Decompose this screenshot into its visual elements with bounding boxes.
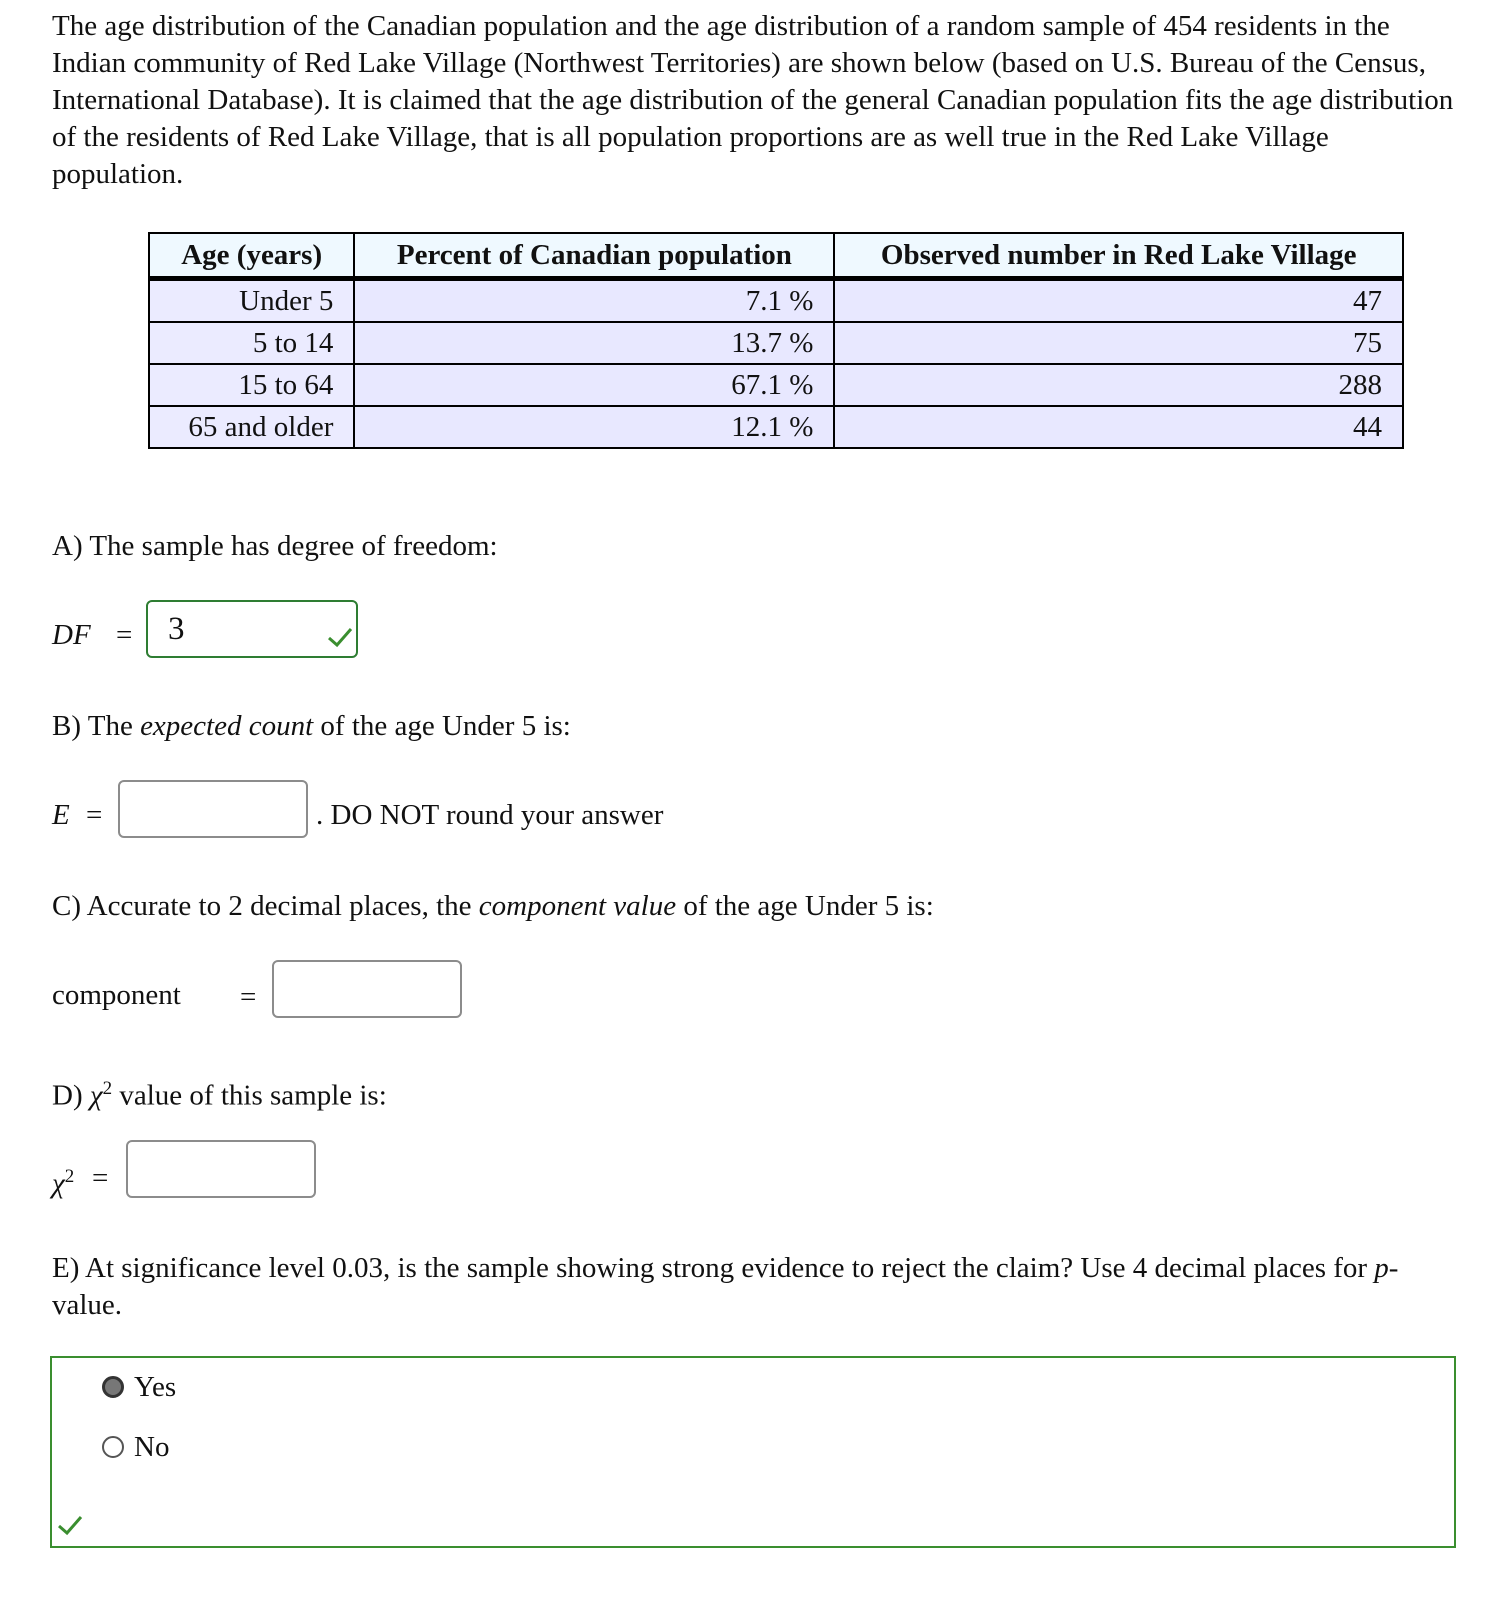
expected-count-input[interactable] xyxy=(118,780,308,838)
cell-percent: 67.1 % xyxy=(354,364,834,406)
chi-square-input[interactable] xyxy=(126,1140,316,1198)
cell-observed: 75 xyxy=(834,322,1403,364)
cell-observed: 44 xyxy=(834,406,1403,448)
cell-age: 5 to 14 xyxy=(149,322,354,364)
question-b-post: of the age Under 5 is: xyxy=(313,710,571,742)
question-a: A) The sample has degree of freedom: xyxy=(52,530,498,562)
cell-age: 15 to 64 xyxy=(149,364,354,406)
table-row xyxy=(149,406,1403,448)
question-c-pre: C) Accurate to 2 decimal places, the xyxy=(52,890,479,922)
expected-equals: = xyxy=(86,799,103,831)
component-input[interactable] xyxy=(272,960,462,1018)
correct-check-icon xyxy=(326,622,354,646)
age-distribution-table xyxy=(148,232,1404,449)
expected-label: E xyxy=(52,799,70,831)
cell-observed: 288 xyxy=(834,364,1403,406)
correct-check-icon xyxy=(56,1510,84,1534)
chi-square-label xyxy=(52,1158,74,1203)
table-row xyxy=(149,364,1403,406)
chi-label-symbol: χ xyxy=(52,1167,65,1200)
df-input[interactable]: 3 xyxy=(146,600,358,658)
header-observed: Observed number in Red Lake Village xyxy=(834,233,1403,279)
question-e-post: -value. xyxy=(52,1252,1399,1321)
radio-no[interactable] xyxy=(102,1436,124,1458)
question-c xyxy=(52,888,934,925)
table-header-row xyxy=(149,233,1403,279)
question-e-pre: E) At significance level 0.03, is the sample showing strong evidence to reject the claim? Use 4 decimal places for xyxy=(52,1252,1375,1284)
cell-percent: 7.1 % xyxy=(354,279,834,323)
chi-superscript: 2 xyxy=(102,1078,113,1099)
component-equals: = xyxy=(240,981,257,1013)
cell-age: Under 5 xyxy=(149,279,354,323)
question-e xyxy=(52,1250,1442,1324)
question-b-em: expected count xyxy=(140,710,314,742)
problem-intro: The age distribution of the Canadian population and the age distribution of a random sample of 454 residents in the Indian community of Red Lake Village (Northwest Territories) are shown below (based on U.S. Bureau of the Census, International Database). It is claimed that the age distribution of the general Canadian population fits the age distribution of the residents of Red Lake Village, that is all population proportions are as well true in the Red Lake Village population. xyxy=(52,10,1454,190)
question-d-pre: D) xyxy=(52,1079,90,1112)
cell-percent: 12.1 % xyxy=(354,406,834,448)
question-d-post: value of this sample is: xyxy=(112,1079,387,1112)
radio-yes[interactable] xyxy=(102,1376,124,1398)
header-age: Age (years) xyxy=(149,233,354,279)
table-row xyxy=(149,279,1403,323)
option-yes-label: Yes xyxy=(134,1370,177,1403)
df-label: DF xyxy=(52,619,91,651)
option-no-label: No xyxy=(134,1430,170,1463)
component-label: component xyxy=(52,979,181,1011)
cell-age: 65 and older xyxy=(149,406,354,448)
cell-percent: 13.7 % xyxy=(354,322,834,364)
expected-note: . DO NOT round your answer xyxy=(316,799,664,831)
answer-options-box xyxy=(50,1356,1456,1548)
header-percent: Percent of Canadian population xyxy=(354,233,834,279)
question-b-pre: B) The xyxy=(52,710,141,742)
chi-square-equals: = xyxy=(92,1162,109,1194)
option-yes[interactable] xyxy=(102,1370,176,1404)
question-c-post: of the age Under 5 is: xyxy=(676,890,934,922)
question-b xyxy=(52,708,571,745)
df-equals: = xyxy=(116,619,133,651)
cell-observed: 47 xyxy=(834,279,1403,323)
question-e-em: p xyxy=(1374,1252,1389,1284)
question-d xyxy=(52,1070,387,1115)
option-no[interactable] xyxy=(102,1430,169,1464)
table-row xyxy=(149,322,1403,364)
question-c-em: component value xyxy=(478,890,677,922)
chi-label-sup: 2 xyxy=(64,1166,75,1187)
chi-symbol: χ xyxy=(89,1079,103,1112)
